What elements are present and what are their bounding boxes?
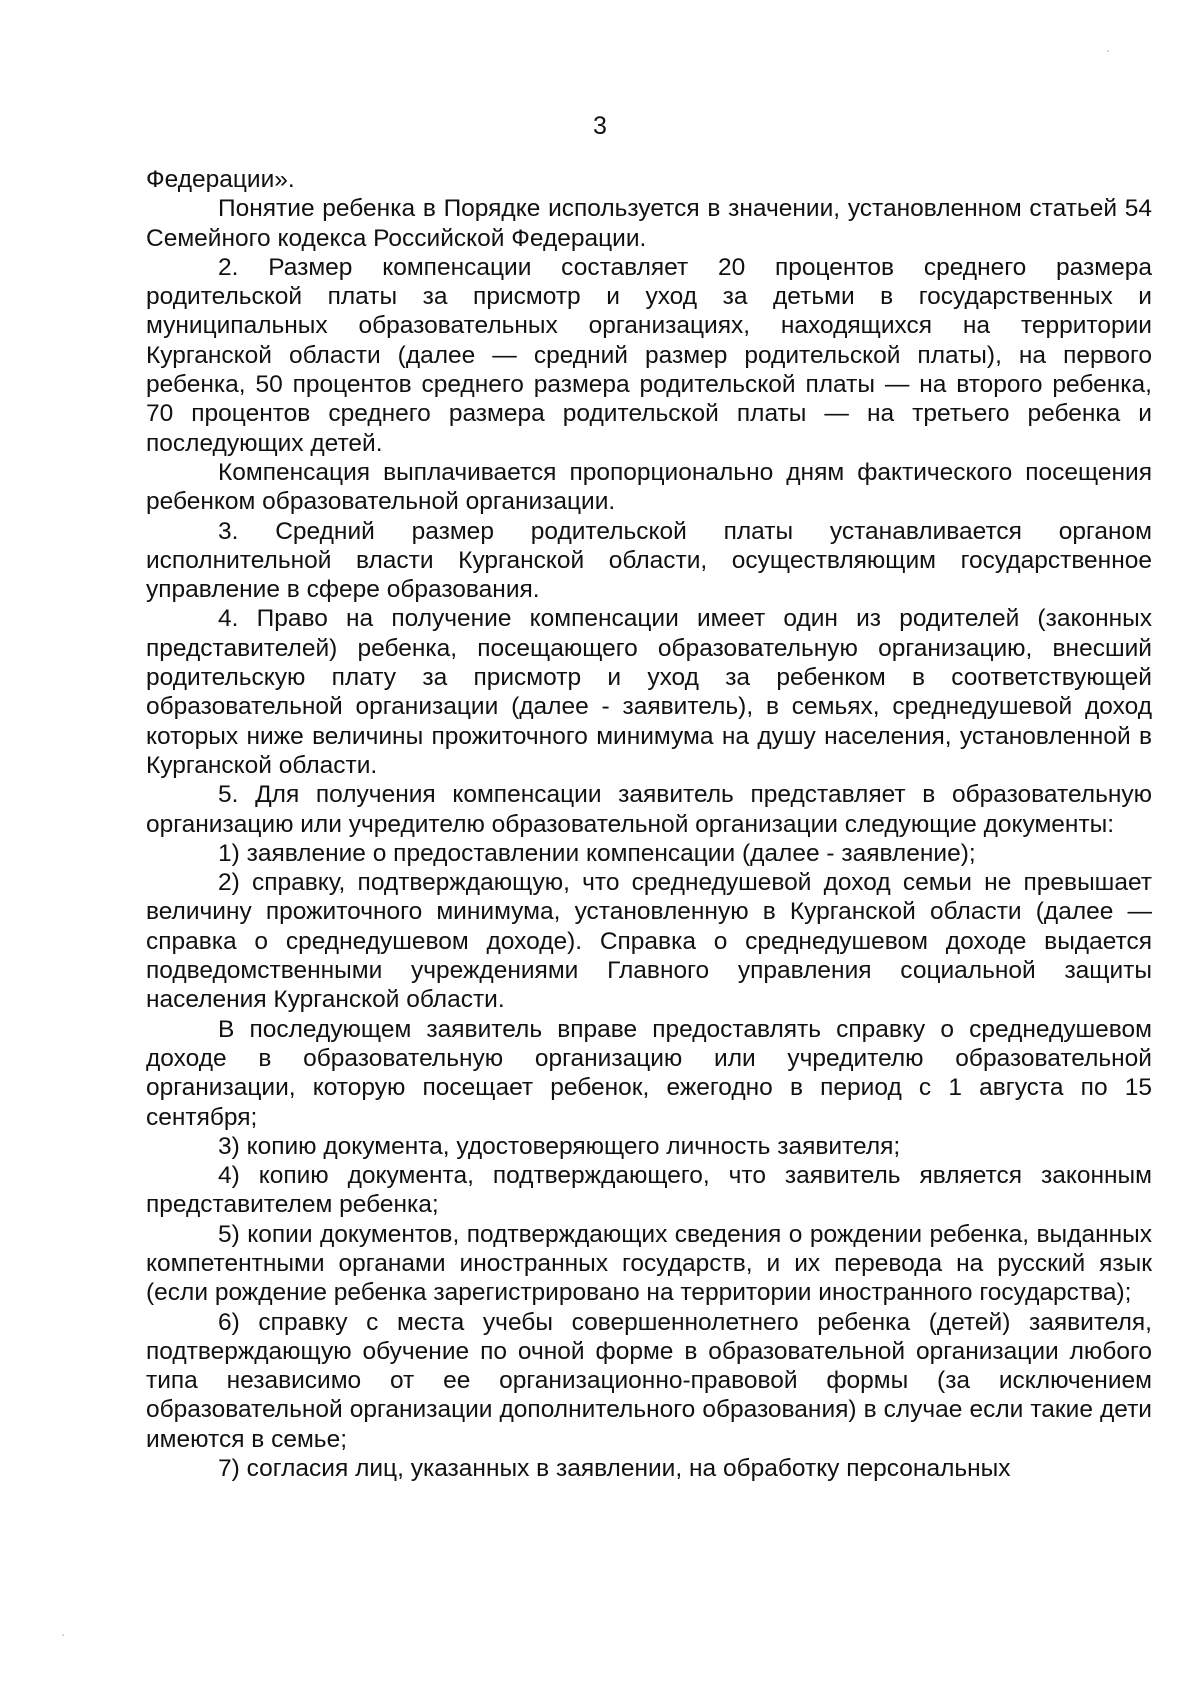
scan-speck — [1107, 50, 1109, 52]
paragraph-compensation-payment: Компенсация выплачивается пропорционально дням фактического посещения ребенком образовательной организации. — [146, 458, 1152, 516]
paragraph-item-4: 4. Право на получение компенсации имеет один из родителей (законных представителей) ребенка, посещающего образовательную организацию, внесший родительскую плату за присмотр и уход за ребенком в соответствующей образовательной организации (далее - заявитель), в семьях, среднедушевой доход которых ниже величины прожиточного минимума на душу населения, установленной в Курганской области. — [146, 605, 1152, 779]
list-item-5: 5) копии документов, подтверждающих сведения о рождении ребенка, выданных компетентными органами иностранных государств, и их перевода на русский язык (если рождение ребенка зарегистрировано на территории иностранного государства); — [146, 1220, 1152, 1307]
list-item-7: 7) согласия лиц, указанных в заявлении, на обработку персональных — [218, 1455, 1011, 1483]
paragraph-item-3: 3. Средний размер родительской платы устанавливается органом исполнительной власти Курганской области, осуществляющим государственное управление в сфере образования. — [146, 517, 1152, 604]
paragraph-continuation: Федерации». — [146, 166, 295, 193]
list-item-2: 2) справку, подтверждающую, что среднедушевой доход семьи не превышает величину прожиточного минимума, установленную в Курганской области (далее — справка о среднедушевом доходе). Справка о среднедушевом доходе выдается подведомственными учреждениями Главного управления социальной защиты населения Курганской области. — [146, 869, 1152, 1014]
scan-speck — [62, 1634, 64, 1636]
list-item-1: 1) заявление о предоставлении компенсации (далее - заявление); — [218, 839, 976, 867]
page-number: 3 — [593, 112, 607, 140]
paragraph-item-5: 5. Для получения компенсации заявитель представляет в образовательную организацию или учредителю образовательной организации следующие документы: — [146, 781, 1152, 838]
list-item-4: 4) копию документа, подтверждающего, что заявитель является законным представителем ребенка; — [146, 1162, 1152, 1219]
list-item-3: 3) копию документа, удостоверяющего личность заявителя; — [218, 1132, 901, 1160]
document-body — [146, 165, 1152, 1483]
paragraph-child-definition: Понятие ребенка в Порядке используется в значении, установленном статьей 54 Семейного кодекса Российской Федерации. — [146, 195, 1152, 252]
list-item-6: 6) справку с места учебы совершеннолетнего ребенка (детей) заявителя, подтверждающую обучение по очной форме в образовательной организации любого типа независимо от ее организационно-правовой формы (за исключением образовательной организации дополнительного образования) в случае если такие дети имеются в семье; — [146, 1308, 1152, 1453]
paragraph-subsequent-certificate: В последующем заявитель вправе предоставлять справку о среднедушевом доходе в образовательную организацию или учредителю образовательной организации, которую посещает ребенок, ежегодно в период с 1 августа по 15 сентября; — [146, 1015, 1152, 1131]
paragraph-item-2: 2. Размер компенсации составляет 20 процентов среднего размера родительской платы за присмотр и уход за детьми в государственных и муниципальных образовательных организациях, находящихся на территории Курганской области (далее — средний размер родительской платы), на первого ребенка, 50 процентов среднего размера родительской платы — на второго ребенка, 70 процентов среднего размера родительской платы — на третьего ребенка и последующих детей. — [146, 253, 1152, 457]
